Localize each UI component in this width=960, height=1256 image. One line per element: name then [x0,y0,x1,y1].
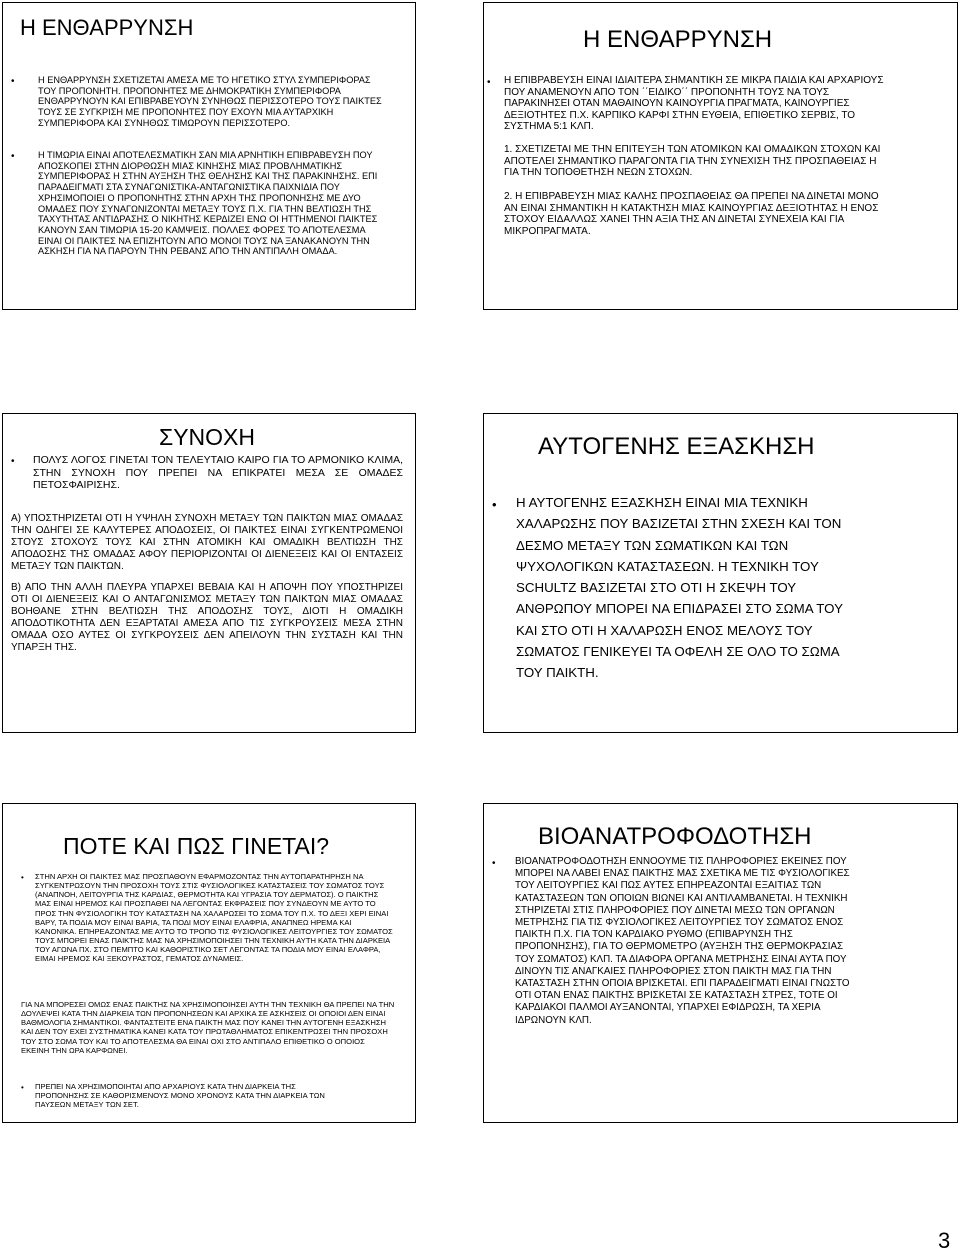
slide-title: Η ΕΝΘΑΡΡΥΝΣΗ [583,26,773,53]
slide-paragraph: Η ΤΙΜΩΡΙΑ ΕΙΝΑΙ ΑΠΟΤΕΛΕΣΜΑΤΙΚΗ ΣΑΝ ΜΙΑ ΑΡΝΗΤΙΚΗ ΕΠΙΒΡΑΒΕΥΣΗ ΠΟΥ ΑΠΟΣΚΟΠΕΙ ΣΤΗΝ ΔΙΟΡΘΩΣΗ ΜΙΑΣ ΚΙΝΗΣΗΣ ΜΙΑΣ ΠΡΟΒΛΗΜΑΤΙΚΗΣ ΣΥΜΠΕΡΙΦΟΡΑΣ Η ΣΤΗΝ ΑΥΞΗΣΗ ΤΗΣ ΘΕΛΗΣΗΣ ΚΑΙ ΤΗΣ ΠΑΡΑΚΙΝΗΣΗΣ. ΕΠΙ ΠΑΡΑΔΕΙΓΜΑΤΙ ΣΤΑ ΣΥΝΑΓΩΝΙΣΤΙΚΑ-ΑΝΤΑΓΩΝΙΣΤΙΚΑ ΠΑΙΧΝΙΔΙΑ ΠΟΥ ΧΡΗΣΙΜΟΠΟΙΕΙ Ο ΠΡΟΠΟΝΗΤΗΣ ΣΤΗΝ ΑΡΧΗ ΤΗΣ ΠΡΟΠΟΝΗΣΗΣ ΜΕ ΔΥΟ ΟΜΑΔΕΣ ΠΟΥ ΣΥΝΑΓΩΝΙΖΟΝΤΑΙ ΜΕΤΑΞΥ ΤΟΥΣ Π.Χ. ΓΙΑ ΤΗΝ ΒΕΛΤΙΩΣΗ ΤΗΣ ΤΑΧΥΤΗΤΑΣ ΑΝΤΙΔΡΑΣΗΣ Ο ΝΙΚΗΤΗΣ ΚΕΡΔΙΖΕΙ ΕΝΩ ΟΙ ΗΤΤΗΜΕΝΟΙ ΠΑΙΚΤΕΣ ΚΑΝΟΥΝ ΣΑΝ ΤΙΜΩΡΙΑ 15-20 ΚΑΜΨΕΙΣ. ΠΟΛΛΕΣ ΦΟΡΕΣ ΤΟ ΑΠΟΤΕΛΕΣΜΑ ΕΙΝΑΙ ΟΙ ΠΑΙΚΤΕΣ ΝΑ ΕΠΙΖΗΤΟΥΝ ΑΠΟ ΜΟΝΟΙ ΤΟΥΣ ΝΑ ΞΑΝΑΚΑΝΟΥΝ ΤΗΝ ΑΣΚΗΣΗ ΓΙΑ ΝΑ ΠΑΡΟΥΝ ΤΗΝ ΡΕΒΑΝΣ ΑΠΟ ΤΗΝ ΑΝΤΙΠΑΛΗ ΟΜΑΔΑ. [38,150,378,257]
bullet-icon: • [11,151,15,162]
slide-6 [483,803,958,1123]
slide-title: ΠΟΤΕ ΚΑΙ ΠΩΣ ΓΙΝΕΤΑΙ? [63,833,330,859]
bullet-icon: • [21,1083,24,1092]
slide-4 [483,413,958,733]
slide-paragraph: ΓΙΑ ΝΑ ΜΠΟΡΕΣΕΙ ΟΜΩΣ ΕΝΑΣ ΠΑΙΚΤΗΣ ΝΑ ΧΡΗΣΙΜΟΠΟΙΗΣΕΙ ΑΥΤΗ ΤΗΝ ΤΕΧΝΙΚΗ ΘΑ ΠΡΕΠΕΙ ΝΑ ΤΗΝ ΔΟΥΛΕΨΕΙ ΚΑΤΑ ΤΗΝ ΔΙΑΡΚΕΙΑ ΤΩΝ ΠΡΟΠΟΝΗΣΕΩΝ ΚΑΙ ΑΡΧΙΚΑ ΣΕ ΑΣΚΗΣΕΙΣ ΟΙ ΟΠΟΙΟΙ ΔΕΝ ΕΙΝΑΙ ΒΑΘΜΟΛΟΓΙΑ ΣΗΜΑΝΤΙΚΟΙ. ΦΑΝΤΑΣΤΕΙΤΕ ΕΝΑ ΠΑΙΚΤΗ ΜΑΣ ΠΟΥ ΚΑΝΕΙ ΤΗΝ ΑΥΤΟΓΕΝΗ ΕΞΑΣΚΗΣΗ ΚΑΙ ΔΕΝ ΤΟΥ ΕΧΕΙ ΣΥΣΤΗΜΑΤΙΚΑ ΚΑΝΕΙ ΚΑΤΑ ΤΟΥ ΠΡΩΤΑΘΛΗΜΑΤΟΣ ΕΠΙΚΕΝΤΡΩΣΕΙ ΤΗΝ ΠΡΟΣΟΧΗ ΤΟΥ ΣΤΟ ΣΩΜΑ ΤΟΥ ΚΑΙ ΤΟ ΑΠΟΤΕΛΕΣΜΑ ΘΑ ΕΙΝΑΙ ΟΧΙ ΣΤΟ ΑΝΤΙΠΑΛΟ ΕΠΙΘΕΤΙΚΟ Ο ΟΠΟΙΟΣ ΕΚΕΙΝΗ ΤΗΝ ΩΡΑ ΚΑΡΦΩΝΕΙ. [21,1000,395,1055]
slide-title: ΣΥΝΟΧΗ [159,424,256,450]
bullet-icon: • [492,858,496,869]
slide-paragraph: ΠΡΕΠΕΙ ΝΑ ΧΡΗΣΙΜΟΠΟΙΗΤΑΙ ΑΠΟ ΑΡΧΑΡΙΟΥΣ ΚΑΤΑ ΤΗΝ ΔΙΑΡΚΕΙΑ ΤΗΣ ΠΡΟΠΟΝΗΣΗΣ ΣΕ ΚΑΘΟΡΙΣΜΕΝΟΥΣ ΜΟΝΟ ΧΡΟΝΟΥΣ ΚΑΤΑ ΤΗΝ ΔΙΑΡΚΕΙΑ ΤΩΝ ΠΑΥΣΕΩΝ ΜΕΤΑΞΥ ΤΩΝ ΣΕΤ. [35,1082,325,1110]
slide-paragraph: ΒΙΟΑΝΑΤΡΟΦΟΔΟΤΗΣΗ ΕΝΝΟΟΥΜΕ ΤΙΣ ΠΛΗΡΟΦΟΡΙΕΣ ΕΚΕΙΝΕΣ ΠΟΥ ΜΠΟΡΕΙ ΝΑ ΛΑΒΕΙ ΕΝΑΣ ΠΑΙΚΤΗΣ ΜΑΣ ΣΧΕΤΙΚΑ ΜΕ ΤΙΣ ΦΥΣΙΟΛΟΓΙΚΕΣ ΤΟΥ ΛΕΙΤΟΥΡΓΙΕΣ ΚΑΙ ΠΩΣ ΑΥΤΕΣ ΕΠΗΡΕΑΖΟΝΤΑΙ ΕΞΑΙΤΙΑΣ ΤΩΝ ΚΑΤΑΣΤΑΣΕΩΝ ΤΩΝ ΟΠΟΙΩΝ ΒΙΩΝΕΙ ΚΑΙ ΑΝΤΙΛΑΜΒΑΝΕΤΑΙ. Η ΤΕΧΝΙΚΗ ΣΤΗΡΙΖΕΤΑΙ ΣΤΙΣ ΠΛΗΡΟΦΟΡΙΕΣ ΠΟΥ ΔΙΝΕΤΑΙ ΜΕΣΩ ΤΩΝ ΟΡΓΑΝΩΝ ΜΕΤΡΗΣΗΣ ΓΙΑ ΤΙΣ ΦΥΣΙΟΛΟΓΙΚΕΣ ΛΕΙΤΟΥΡΓΙΕΣ ΤΟΥ ΣΩΜΑΤΟΣ ΕΝΟΣ ΠΑΙΚΤΗ Π.Χ. ΓΙΑ ΤΟΝ ΚΑΡΔΙΑΚΟ ΡΥΘΜΟ (ΕΠΙΒΑΡΥΝΣΗ ΤΗΣ ΠΡΟΠΟΝΗΣΗΣ), ΓΙΑ ΤΟ ΘΕΡΜΟΜΕΤΡΟ (ΑΥΞΗΣΗ ΤΗΣ ΘΕΡΜΟΚΡΑΣΙΑΣ ΤΟΥ ΣΩΜΑΤΟΣ) ΚΛΠ. ΤΑ ΔΙΑΦΟΡΑ ΟΡΓΑΝΑ ΜΕΤΡΗΣΗΣ ΕΙΝΑΙ ΑΥΤΑ ΠΟΥ ΔΙΝΟΥΝ ΤΙΣ ΑΝΑΓΚΑΙΕΣ ΠΛΗΡΟΦΟΡΙΕΣ ΣΤΟΝ ΠΑΙΚΤΗ ΜΑΣ ΓΙΑ ΤΗΝ ΚΑΤΑΣΤΑΣΗ ΣΤΗΝ ΟΠΟΙΑ ΒΡΙΣΚΕΤΑΙ. ΕΠΙ ΠΑΡΑΔΕΙΓΜΑΤΙ ΕΙΝΑΙ ΓΝΩΣΤΟ ΟΤΙ ΟΤΑΝ ΕΝΑΣ ΠΑΙΚΤΗΣ ΒΡΙΣΚΕΤΑΙ ΣΕ ΚΑΤΑΣΤΑΣΗ ΣΤΡΕΣ, ΤΟΤΕ ΟΙ ΚΑΡΔΙΑΚΟΙ ΠΑΛΜΟΙ ΑΥΞΑΝΟΝΤΑΙ, ΥΠΑΡΧΕΙ ΕΦΙΔΡΩΣΗ, ΤΑ ΧΕΡΙΑ ΙΔΡΩΝΟΥΝ ΚΛΠ. [515,856,850,1026]
page-number: 3 [938,1228,951,1253]
slide-title: Η ΕΝΘΑΡΡΥΝΣΗ [20,15,194,40]
slide-2 [483,2,958,310]
slide-paragraph: ΣΤΗΝ ΑΡΧΗ ΟΙ ΠΑΙΚΤΕΣ ΜΑΣ ΠΡΟΣΠΑΘΟΥΝ ΕΦΑΡΜΟΖΟΝΤΑΣ ΤΗΝ ΑΥΤΟΠΑΡΑΤΗΡΗΣΗ ΝΑ ΣΥΓΚΕΝΤΡΩΣΟΥΝ ΤΗΝ ΠΡΟΣΟΧΗ ΤΟΥΣ ΣΤΙΣ ΦΥΣΙΟΛΟΓΙΚΕΣ ΚΑΤΑΣΤΑΣΕΙΣ ΤΟΥ ΣΩΜΑΤΟΣ ΤΟΥΣ (ΑΝΑΠΝΟΗ, ΛΕΙΤΟΥΡΓΙΑ ΤΗΣ ΚΑΡΔΙΑΣ, ΘΕΡΜΟΤΗΤΑ ΚΑΙ ΥΓΡΑΣΙΑ ΤΟΥ ΔΕΡΜΑΤΟΣ). Ο ΠΑΙΚΤΗΣ ΜΑΣ ΕΙΝΑΙ ΗΡΕΜΟΣ ΚΑΙ ΠΡΟΣΠΑΘΕΙ ΝΑ ΛΕΓΟΝΤΑΣ ΕΚΦΡΑΣΕΙΣ ΠΟΥ ΣΥΝΔΕΟΥΝ ΜΕ ΑΥΤΟ ΤΟ ΠΡΟΣ ΤΗΝ ΦΥΣΙΟΛΟΓΙΚΗ ΤΟΥ ΚΑΤΑΣΤΑΣΗ ΝΑ ΧΑΛΑΡΩΣΕΙ ΤΟ ΣΩΜΑ ΤΟΥ Π.Χ. ΤΟ ΔΕΞΙ ΧΕΡΙ ΕΙΝΑΙ ΒΑΡΥ, ΤΑ ΠΟΔΙΑ ΜΟΥ ΕΙΝΑΙ ΒΑΡΙΑ, ΤΑ ΠΟΔΙ ΜΟΥ ΕΙΝΑΙ ΕΛΑΦΡΙΑ, ΑΝΑΠΝΕΩ ΗΡΕΜΑ ΚΑΙ ΚΑΝΟΝΙΚΑ. ΕΠΗΡΕΑΖΟΝΤΑΣ ΜΕ ΑΥΤΟ ΤΟ ΤΡΟΠΟ ΤΙΣ ΦΥΣΙΟΛΟΓΙΚΕΣ ΛΕΙΤΟΥΡΓΙΕΣ ΤΟΥ ΣΩΜΑΤΟΣ ΤΟΥΣ ΜΠΟΡΕΙ ΕΝΑΣ ΠΑΙΚΤΗΣ ΜΑΣ ΝΑ ΧΡΗΣΙΜΟΠΟΙΗΣΕΙ ΤΗΝ ΤΕΧΝΙΚΗ ΑΥΤΗ ΚΑΤΑ ΤΗΝ ΔΙΑΡΚΕΙΑ ΤΟΥ ΑΓΩΝΑ ΠΧ. ΣΤΟ ΠΕΜΠΤΟ ΚΑΙ ΚΑΘΟΡΙΣΤΙΚΟ ΣΕΤ ΛΕΓΟΝΤΑΣ ΤΑ ΠΟΔΙΑ ΜΟΥ ΕΙΝΑΙ ΕΛΑΦΡΑ, ΕΙΜΑΙ ΗΡΕΜΟΣ ΚΑΙ ΞΕΚΟΥΡΑΣΤΟΣ, ΓΕΜΑΤΟΣ ΔΥΝΑΜΕΙΣ. [35,872,393,964]
slide-paragraph: Η ΕΝΘΑΡΡΥΝΣΗ ΣΧΕΤΙΖΕΤΑΙ ΑΜΕΣΑ ΜΕ ΤΟ ΗΓΕΤΙΚΟ ΣΤΥΛ ΣΥΜΠΕΡΙΦΟΡΑΣ ΤΟΥ ΠΡΟΠΟΝΗΤΗ. ΠΡΟΠΟΝΗΤΕΣ ΜΕ ΔΗΜΟΚΡΑΤΙΚΗ ΣΥΜΠΕΡΙΦΟΡΑ ΕΝΘΑΡΡΥΝΟΥΝ ΚΑΙ ΕΠΙΒΡΑΒΕΥΟΥΝ ΣΥΝΗΘΩΣ ΠΕΡΙΣΣΟΤΕΡΟ ΤΟΥΣ ΠΑΙΚΤΕΣ ΤΟΥΣ ΣΕ ΣΥΓΚΡΙΣΗ ΜΕ ΠΡΟΠΟΝΗΤΕΣ ΠΟΥ ΕΧΟΥΝ ΜΙΑ ΑΥΤΑΡΧΙΚΗ ΣΥΜΠΕΡΙΦΟΡΑ ΚΑΙ ΣΥΝΗΘΩΣ ΤΙΜΩΡΟΥΝ ΠΕΡΙΣΣΟΤΕΡΟ. [38,75,382,128]
slide-paragraph: Η ΑΥΤΟΓΕΝΗΣ ΕΞΑΣΚΗΣΗ ΕΙΝΑΙ ΜΙΑ ΤΕΧΝΙΚΗ ΧΑΛΑΡΩΣΗΣ ΠΟΥ ΒΑΣΙΖΕΤΑΙ ΣΤΗΝ ΣΧΕΣΗ ΚΑΙ ΤΟΝ ΔΕΣΜΟ ΜΕΤΑΞΥ ΤΩΝ ΣΩΜΑΤΙΚΩΝ ΚΑΙ ΤΩΝ ΨΥΧΟΛΟΓΙΚΩΝ ΚΑΤΑΣΤΑΣΕΩΝ. Η ΤΕΧΝΙΚΗ ΤΟΥ SCHULTZ ΒΑΣΙΖΕΤΑΙ ΣΤΟ ΟΤΙ Η ΣΚΕΨΗ ΤΟΥ ΑΝΘΡΩΠΟΥ ΜΠΟΡΕΙ ΝΑ ΕΠΙΔΡΑΣΕΙ ΣΤΟ ΣΩΜΑ ΤΟΥ ΚΑΙ ΣΤΟ ΟΤΙ Η ΧΑΛΑΡΩΣΗ ΕΝΟΣ ΜΕΛΟΥΣ ΤΟΥ ΣΩΜΑΤΟΣ ΓΕΝΙΚΕΥΕΙ ΤΑ ΟΦΕΛΗ ΣΕ ΟΛΟ ΤΟ ΣΩΜΑ ΤΟΥ ΠΑΙΚΤΗ. [516,495,843,681]
slide-5 [2,803,416,1123]
slide-paragraph: Β) ΑΠΟ ΤΗΝ ΑΛΛΗ ΠΛΕΥΡΑ ΥΠΑΡΧΕΙ ΒΕΒΑΙΑ ΚΑΙ Η ΑΠΟΨΗ ΠΟΥ ΥΠΟΣΤΗΡΙΖΕΙ ΟΤΙ ΟΙ ΔΙΕΝΕΞΕΙΣ ΚΑΙ Ο ΑΝΤΑΓΩΝΙΣΜΟΣ ΜΕΤΑΞΥ ΤΩΝ ΠΑΙΚΤΩΝ ΜΙΑΣ ΟΜΑΔΑΣ ΒΟΗΘΑΝΕ ΣΤΗΝ ΒΕΛΤΙΩΣΗ ΤΗΣ ΑΠΟΔΟΣΗΣ ΤΟΥΣ, ΔΙΟΤΙ Η ΟΜΑΔΙΚΗ ΑΠΟΔΟΤΙΚΟΤΗΤΑ ΔΕΝ ΕΞΑΡΤΑΤΑΙ ΑΜΕΣΑ ΑΠΟ ΤΙΣ ΣΥΓΚΡΟΥΣΕΙΣ ΜΕΣΑ ΣΤΗΝ ΟΜΑΔΑ ΟΣΟ ΑΥΤΕΣ ΟΙ ΣΥΓΚΡΟΥΣΕΙΣ ΔΕΝ ΑΠΕΙΛΟΥΝ ΤΗΝ ΣΥΣΤΑΣΗ ΚΑΙ ΤΗΝ ΥΠΑΡΞΗ ΤΗΣ. [11,582,403,653]
bullet-icon: • [492,497,497,512]
slide-3 [2,413,416,733]
slide-paragraph: Η ΕΠΙΒΡΑΒΕΥΣΗ ΕΙΝΑΙ ΙΔΙΑΙΤΕΡΑ ΣΗΜΑΝΤΙΚΗ ΣΕ ΜΙΚΡΑ ΠΑΙΔΙΑ ΚΑΙ ΑΡΧΑΡΙΟΥΣ ΠΟΥ ΑΝΑΜΕΝΟΥΝ ΑΠΟ ΤΟΝ ΄΄ΕΙΔΙΚΟ΄΄ ΠΡΟΠΟΝΗΤΗ ΤΟΥΣ ΝΑ ΤΟΥΣ ΠΑΡΑΚΙΝΗΣΕΙ ΟΤΑΝ ΜΑΘΑΙΝΟΥΝ ΚΑΙΝΟΥΡΓΙΑ ΠΡΑΓΜΑΤΑ, ΚΑΙΝΟΥΡΓΙΕΣ ΔΕΞΙΟΤΗΤΕΣ Π.Χ. ΚΑΡΠΙΚΟ ΚΑΡΦΙ ΣΤΗΝ ΕΥΘΕΙΑ, ΕΠΙΘΕΤΙΚΟ ΣΕΡΒΙΣ, ΤΟ ΣΥΣΤΗΜΑ 5:1 ΚΛΠ. [504,75,884,133]
slide-paragraph: Α) ΥΠΟΣΤΗΡΙΖΕΤΑΙ ΟΤΙ Η ΥΨΗΛΗ ΣΥΝΟΧΗ ΜΕΤΑΞΥ ΤΩΝ ΠΑΙΚΤΩΝ ΜΙΑΣ ΟΜΑΔΑΣ ΤΗΝ ΟΔΗΓΕΙ ΣΕ ΚΑΛΥΤΕΡΕΣ ΑΠΟΔΟΣΕΙΣ, ΟΙ ΠΑΙΚΤΕΣ ΕΙΝΑΙ ΣΥΓΚΕΝΤΡΩΜΕΝΟΙ ΣΤΟΥΣ ΣΤΟΧΟΥΣ ΤΟΥΣ ΚΑΙ ΣΤΗΝ ΑΤΟΜΙΚΗ ΚΑΙ ΟΜΑΔΙΚΗ ΒΕΛΤΙΩΣΗ ΤΗΣ ΑΠΟΔΟΣΗΣ ΤΗΣ ΟΜΑΔΑΣ ΑΦΟΥ ΠΕΡΙΟΡΙΖΟΝΤΑΙ ΟΙ ΔΙΕΝΕΞΕΙΣ ΚΑΙ ΟΙ ΕΝΤΑΣΕΙΣ ΜΕΤΑΞΥ ΤΩΝ ΠΑΙΚΤΩΝ. [11,513,403,572]
slide-title: ΒΙΟΑΝΑΤΡΟΦΟΔΟΤΗΣΗ [538,823,812,850]
slide-1 [2,2,416,310]
slide-title: ΑΥΤΟΓΕΝΗΣ ΕΞΑΣΚΗΣΗ [538,433,815,460]
bullet-icon: • [11,456,15,467]
slide-paragraph: 1. ΣΧΕΤΙΖΕΤΑΙ ΜΕ ΤΗΝ ΕΠΙΤΕΥΞΗ ΤΩΝ ΑΤΟΜΙΚΩΝ ΚΑΙ ΟΜΑΔΙΚΩΝ ΣΤΟΧΩΝ ΚΑΙ ΑΠΟΤΕΛΕΙ ΣΗΜΑΝΤΙΚΟ ΠΑΡΑΓΟΝΤΑ ΓΙΑ ΤΗΝ ΣΥΝΕΧΙΣΗ ΤΗΣ ΠΡΟΣΠΑΘΕΙΑΣ Η ΓΙΑ ΤΗΝ ΤΟΠΟΘΕΤΗΣΗ ΝΕΩΝ ΣΤΟΧΩΝ. [504,144,881,179]
bullet-icon: • [487,77,491,88]
bullet-icon: • [21,873,24,882]
slide-paragraph: 2. Η ΕΠΙΒΡΑΒΕΥΣΗ ΜΙΑΣ ΚΑΛΗΣ ΠΡΟΣΠΑΘΕΙΑΣ ΘΑ ΠΡΕΠΕΙ ΝΑ ΔΙΝΕΤΑΙ ΜΟΝΟ ΑΝ ΕΙΝΑΙ ΣΗΜΑΝΤΙΚΗ Η ΚΑΤΑΚΤΗΣΗ ΜΙΑΣ ΚΑΙΝΟΥΡΓΙΑΣ ΔΕΞΙΟΤΗΤΑΣ Η ΕΝΟΣ ΣΤΟΧΟΥ ΕΙΔΑΛΛΩΣ ΧΑΝΕΙ ΤΗΝ ΑΞΙΑ ΤΗΣ ΑΝ ΔΙΝΕΤΑΙ ΣΥΝΕΧΕΙΑ ΚΑΙ ΓΙΑ ΜΙΚΡΟΠΡΑΓΜΑΤΑ. [504,191,879,237]
slide-paragraph: ΠΟΛΥΣ ΛΟΓΟΣ ΓΙΝΕΤΑΙ ΤΟΝ ΤΕΛΕΥΤΑΙΟ ΚΑΙΡΟ ΓΙΑ ΤΟ ΑΡΜΟΝΙΚΟ ΚΛΙΜΑ, ΣΤΗΝ ΣΥΝΟΧΗ ΠΟΥ ΠΡΕΠΕΙ ΝΑ ΕΠΙΚΡΑΤΕΙ ΜΕΣΑ ΣΕ ΟΜΑΔΕΣ ΠΕΤΟΣΦΑΙΡΙΣΗΣ. [33,454,403,492]
bullet-icon: • [11,76,15,87]
